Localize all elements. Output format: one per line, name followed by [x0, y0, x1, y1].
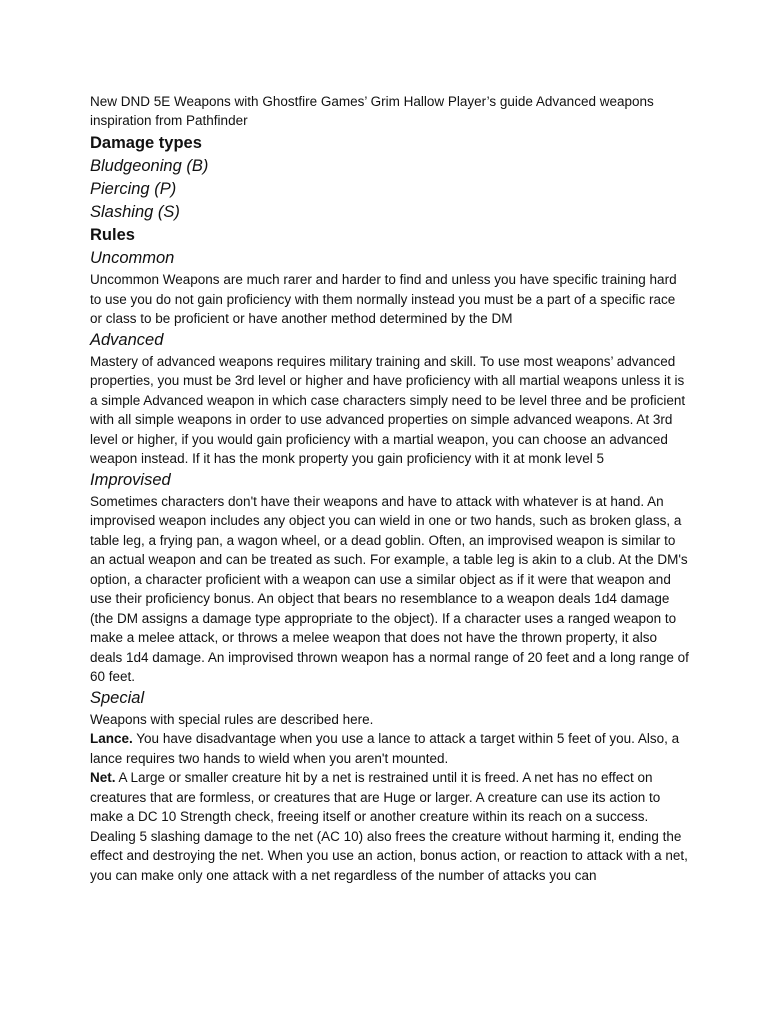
net-text: A Large or smaller creature hit by a net is restrained until it is freed. A net has no effect on creatures that are formless, or creatures that are Huge or larger. A creature can use its action to make a DC 10 Strength check, freeing itself or another creature within its reach on a success. Dealing 5 slashing damage to the net (AC 10) also frees the creature without harming it, ending the effect and destroying the net. When you use an action, bonus action, or reaction to attack with a net, you can make only one attack with a net regardless of the number of attacks you can — [90, 770, 688, 883]
special-paragraph: Weapons with special rules are described here. — [90, 711, 374, 727]
uncommon-heading: Uncommon — [90, 249, 175, 267]
advanced-paragraph: Mastery of advanced weapons requires military training and skill. To use most weapons’ advanced properties, you must be 3rd level or higher and have proficiency with all martial weapons unless it is a simple Advanced weapon in which case characters simply need to be level three and be proficient with all simple weapons in order to use advanced properties on simple advanced weapons. At 3rd level or higher, if you would gain proficiency with a martial weapon, you can choose an advanced weapon instead. If it has the monk property you gain proficiency with it at monk level 5 — [90, 353, 686, 466]
lance-text: You have disadvantage when you use a lance to attack a target within 5 feet of you. Also, a lance requires two hands to wield when you aren't mounted. — [90, 731, 680, 766]
net-term: Net. — [90, 770, 116, 785]
damage-type-slashing: Slashing (S) — [90, 203, 180, 221]
damage-type-bludgeoning: Bludgeoning (B) — [90, 157, 209, 175]
intro-paragraph: New DND 5E Weapons with Ghostfire Games’ Grim Hallow Player’s guide Advanced weapons inspiration from Pathfinder — [90, 94, 654, 128]
uncommon-paragraph: Uncommon Weapons are much rarer and harder to find and unless you have specific training hard to use you do not gain proficiency with them normally instead you must be a part of a specific race or class to be proficient or have another method determined by the DM — [90, 272, 677, 326]
improvised-heading: Improvised — [90, 470, 171, 489]
lance-term: Lance. — [90, 731, 133, 746]
advanced-heading: Advanced — [90, 330, 164, 349]
rules-heading: Rules — [90, 226, 135, 244]
document-page — [90, 92, 690, 885]
special-heading: Special — [90, 688, 145, 707]
improvised-paragraph: Sometimes characters don't have their weapons and have to attack with whatever is at hand. An improvised weapon includes any object you can wield in one or two hands, such as broken glass, a table leg, a frying pan, a wagon wheel, or a dead goblin. Often, an improvised weapon is similar to an actual weapon and can be treated as such. For example, a table leg is akin to a club. At the DM's option, a character proficient with a weapon can use a similar object as if it were that weapon and use their proficiency bonus. An object that bears no resemblance to a weapon deals 1d4 damage (the DM assigns a damage type appropriate to the object). If a character uses a ranged weapon to make a melee attack, or throws a melee weapon that does not have the thrown property, it also deals 1d4 damage. An improvised thrown weapon has a normal range of 20 feet and a long range of 60 feet. — [90, 493, 689, 684]
lance-paragraph — [90, 729, 690, 768]
net-paragraph — [90, 768, 690, 885]
damage-type-piercing: Piercing (P) — [90, 180, 177, 198]
damage-types-heading: Damage types — [90, 134, 202, 152]
